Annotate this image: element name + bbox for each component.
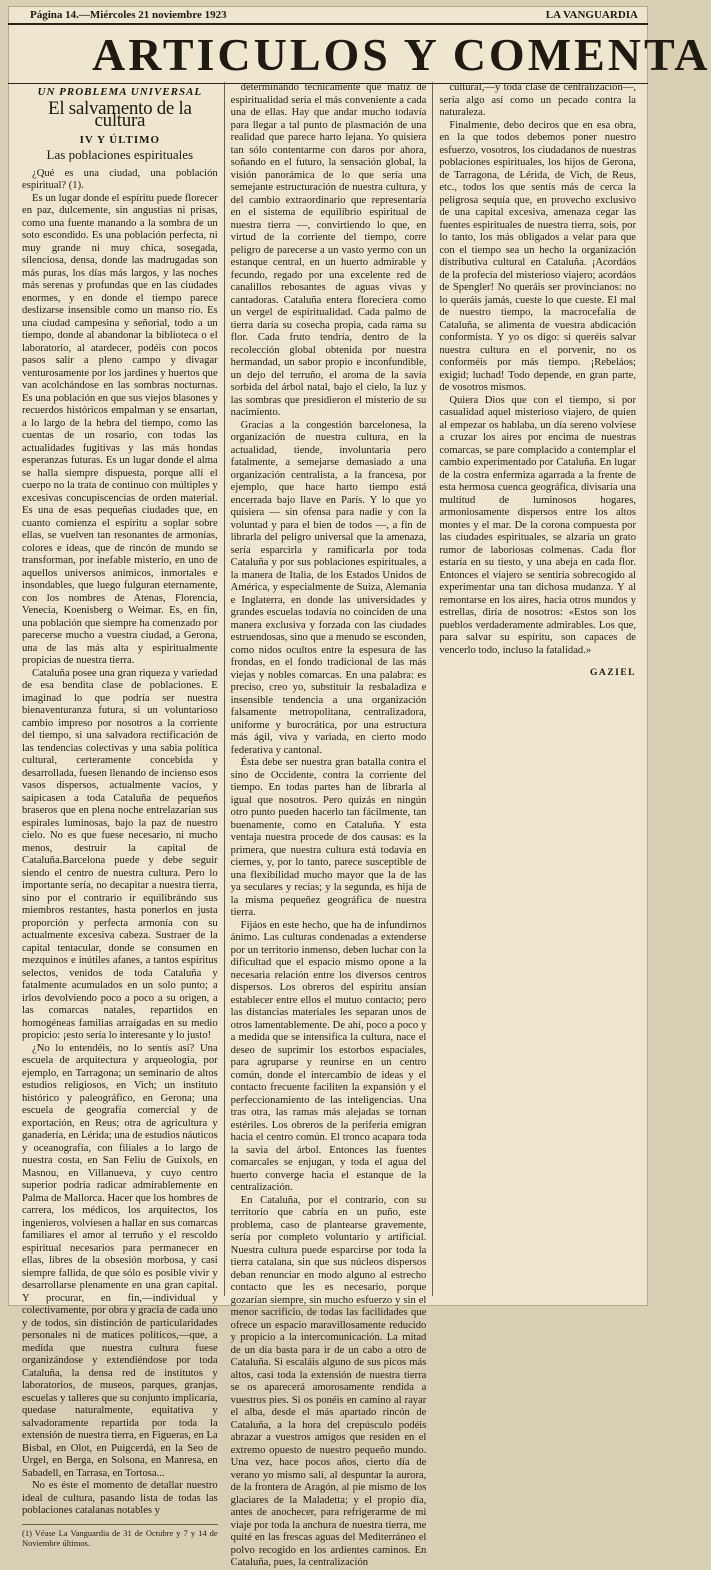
article-section: Las poblaciones espirituales <box>46 147 194 162</box>
article-columns <box>16 82 642 1568</box>
section-banner: ARTICULOS Y COMENTA <box>8 25 648 84</box>
paragraph: Fijáos en este hecho, que ha de infundirnos ánimo. Las culturas condenadas a extenderse por un territorio inmenso, deben luchar con la dificultad que el espacio mismo opone a la necesaria relación entre los diversos centros dispersos. Los obreros del espíritu ansían establecer entre ellos el mutuo contacto; pero las distancias materiales les separan unos de otros lamentablemente. De ahí, poco a poco y a medida que se intensifica la cultura, nace el deseo de suprimir los estorbos espaciales, para agruparse y reunirse en un centro común, donde el intercambio de ideas y el contacto frecuente faciliten la expansión y el perfeccionamiento de las inteligencias. Una tras otra, las ramas más alejadas se tornan estériles. Los obreros de la periferia emigran hacia el centro común. El tronco acapara toda la savia del árbol. Entonces las fuentes comarcales se enjugan, y toda el agua del huerto converge hacia el estanque de la centralización. <box>230 919 427 1193</box>
paragraph: Quiera Dios que con el tiempo, si por casualidad aquel misterioso viajero, de quien al empezar os hablaba, un día sereno volviese a cruzar los aires por encima de nuestras comarcas, se pare complacido a contemplar el cambio experimentado por Cataluña. En lugar de la costra enfermiza agarrada a la frente de esta hermosa cuenca geográfica, divisaría una multitud de luminosos hogares, armoniosamente dispersos entre los altos montes y el mar. De la corona compuesta por las ciudades espirituales, se alzaría un grato rumor de laboriosas colmenas. Cada flor estaría en su tiesto, y una abeja en cada flor. Entonces el viajero se sentiría sobrecogido al experimentar una tan dichosa mudanza. Y al remontarse en los aires, hacia otros mundos y estrellas, diría de nosotros: «Estos son los pueblos verdaderamente admirables. Los que, para salvar su espíritu, son capaces de vencerlo todo, incluso la fatalidad.» <box>439 394 636 656</box>
article-kicker: UN PROBLEMA UNIVERSAL <box>37 86 203 98</box>
column-1 <box>16 82 225 1548</box>
paragraph: cultural,—y toda clase de centralización—, sería algo así como un pecado contra la naturaleza. <box>439 82 636 118</box>
column-2 <box>225 82 434 1568</box>
paragraph: En Cataluña, por el contrario, con su territorio que cabría en un puño, este problema, caso de plantearse gravemente, sería por completo voluntario y artificial. Nuestra cultura puede esparcirse por toda la tierra catalana, sin que sus núcleos dispersos deban renunciar en modo alguno al estrecho contacto que les es necesario, porque gozarían siempre, sin mucho esfuerzo y sin el menor sacrificio, de todas las facilidades que ofrece un espacio maravillosamente reducido y propicio a la intercomunicación. La mitad de un día basta para ir de un cabo a otro de Cataluña. Si escaláis alguno de sus picos más altos, casi toda la extensión de nuestra tierra se os aparecerá amorosamente rendida a vuestros pies. Si os ponéis en camino al rayar el alba, desde el más apartado rincón de Cataluña, a la hora del crepúsculo podéis abrazar a vuestros amigos que residen en el extremo opuesto de nuestro pequeño mundo. Una vez, hace pocos años, cierto día de verano yo mismo salí, al despuntar la aurora, de la frontera de Aragón, al pie mismo de los glaciares de la Maladetta; y el propio día, antes de anochecer, para refrigerarme de mi viaje por toda la anchura de nuestra tierra, me quité en las frescas aguas del Mediterráneo el polvo recogido en los ardientes caminos. En Cataluña, pues, la centralización <box>230 1194 427 1568</box>
column-3 <box>433 82 642 1296</box>
paragraph: Ésta debe ser nuestra gran batalla contra el sino de Occidente, contra la corriente del tiempo. En todas partes han de librarla al igual que nosotros. Pero quizás en ningún otro punto pueden hacerlo tan fácilmente, tan buenamente, como en Cataluña. Y esta ventaja nuestra procede de dos causas: es la primera, que nuestra cultura está todavía en ciernes, y, por lo tanto, parece susceptible de una flexibilidad mucho mayor que la de las ya seculares y recias; y la segunda, es hija de la misma pequeñez geográfica de nuestra tierra. <box>230 757 427 918</box>
newspaper-name: LA VANGUARDIA <box>545 9 638 21</box>
article-title: El salvamento de la cultura <box>48 97 192 131</box>
newspaper-page <box>8 6 711 1568</box>
paragraph: ¿No lo entendéis, no lo sentís así? Una escuela de arquitectura y arqueología, por ejemplo, en Tarragona; un seminario de altos estudios religiosos, en Vich; un instituto histórico y paleográfico, en Gerona; una escuela de geografía comercial y de exportación, en Reus; otra de agricultura y ganadería, en Lérida; una de estudios náuticos y oceanografía, con filiales a lo largo de nuestra costa, en San Feliu de Guíxols, en Masnou, en Villanueva, y cuyo centro superior podría radicar admirablemente en Palma de Mallorca. Hacer que los hombres de carrera, los médicos, los arquitectos, los ingenieros, volviesen a hallar en sus comarcas familiares el amor al terruño y el rescoldo espiritual necesarios para permanecer en ellas, libres de la obsesión morbosa, y casi siempre fallida, de que sólo es posible vivir y desarrollarse plenamente en una gran capital. Y procurar, en fin,—individual y colectivamente, por obra y gracia de cada uno y de todos, sin distinción de particularidades personales ni de matices políticos,—que, a medida que nuestra cultura fuese organizándose y extendiéndose por toda Cataluña, la densa red de institutos y laboratorios, de museos, parques, granjas, escuelas y talleres que su conjunto implicaría, quedase naturalmente, equitativa y salvadoramente repartida por toda la extensión de nuestra tierra, en Figueras, en La Bisbal, en Olot, en Puigcerdá, en la Seo de Urgel, en Berga, en Solsona, en Manresa, en Sabadell, en Tarrasa, en Tortosa... <box>22 1042 218 1479</box>
paragraph: Cataluña posee una gran riqueza y variedad de esa bendita clase de poblaciones. E imaginad lo que podría ser nuestra bienaventuranza futura, si un voluntarioso cambio impreso por nosotros a la corriente del tiempo, si una salvadora rectificación de las tendencias colectivas y una sabia política cultural, certeramente concebida y desarrollada, fuesen llenando de incienso esos vasos dispersos, actualmente vacíos, y saipicasen a toda Cataluña de pequeños braseros que en plena noche entrelazarían sus espirales luminosas, bajo la paz de nuestro cielo. No es que fuese necesario, ni mucho menos, destruir la capital de Cataluña.Barcelona puede y debe seguir siendo el centro de nuestra cultura. Pero lo importante sería, no decapitar a nuestra tierra, sino por el contrario ir equilibrándo sus miembros restantes, hasta ponerlos en justa proporción y perfecta armonía con su actualmente excesiva cabeza. Sustraer de la capital tentacular, donde se consumen en mezquinos e inútiles afanes, a tantos espíritus selectos, venidos de toda Cataluña y fatalmente acumulados en un solo punto; a irlos devolviendo poco a poco a su origen, a las comarcas natales, repartidos en homogéneas familias arraigadas en su medio propicio: ¡esto sería lo interesante y lo justo! <box>22 667 218 1041</box>
footnote: (1) Véase La Vanguardia de 31 de Octubre y 7 y 14 de Noviembre últimos. <box>22 1524 218 1548</box>
article-part: IV Y ÚLTIMO <box>79 133 161 146</box>
page-info: Página 14.—Miércoles 21 noviembre 1923 <box>30 9 227 21</box>
page-header <box>8 6 648 25</box>
paragraph: Finalmente, debo deciros que en esa obra, en la que todos debemos poner nuestro esfuerzo, vosotros, los ciudadanos de nuestras poblaciones espirituales, los hijos de Gerona, de Tarragona, de Lérida, de Vich, de Reus, etc., todos los que sentís más de cerca la peligrosa sequía que, en provecho exclusivo de una capital excesiva, amenaza cegar las fuentes espirituales de nuestra tierra, sois, por lo tanto, los más obligados a velar para que con el tiempo sea un hecho la organización distributiva cultural en Cataluña. ¡Acordáos de la profecía del misterioso viajero; acordáos de Spengler! No queráis ser provincianos: no lo queráis jamás, cueste lo que cueste. El mal de nuestro tiempo, la macrocefalia de Cataluña, se alimenta de vuestra abdicación conformista. Y yo os digo: si queréis salvar nuestra cultura en el porvenir, no os conforméis por más tiempo. ¡Rebeláos; exigid; luchad! Todo depende, en gran parte, de vosotros mismos. <box>439 119 636 393</box>
paragraph: Gracias a la congestión barcelonesa, la organización de nuestra cultura, en la actualidad, tiende, involuntaria pero fatalmente, a semejarse demasiado a una organización centralista, a la francesa, por ejemplo, que hace harto tiempo está encerrada bajo llave en París. Y lo que yo quisiera — sin ofensa para nadie y con la voluntad y para el bien de todos —, a fin de librarla del peligro universal que la amenaza, sería esparcirla y ramificarla por toda Cataluña y por sus poblaciones espirituales, a la manera de Italia, de los Estados Unidos de América, y especialmente de Suiza, Alemania e Inglaterra, en donde las universidades y grandes escuelas todavía no coinciden de una manera exclusiva y forzada con las ciudades estruendosas, sino que a menudo se esconden, como nidos ocultos entre la espesura de las frondas, en el fondo tradicional de las más viejas y nobles comarcas. En una palabra: es preciso, creo yo, substituir la resbaladiza e insensible tendencia a una organización falsamente metropolitana, centralizadora, uniforme y burocrática, por una estructura más ágil, viva y variada, en cierto modo federativa y cantonal. <box>230 419 427 756</box>
paragraph: No es éste el momento de detallar nuestro ideal de cultura, pasando lista de todas las poblaciones catalanas notables y <box>22 1480 218 1516</box>
author-signature: GAZIEL <box>590 668 636 678</box>
paragraph: Es un lugar donde el espíritu puede florecer en paz, dulcemente, sin angustias ni prisas, como una fuente manando a la sombra de un soto escondido. Es una población perfecta, ni muy grande ni muy chica, sosegada, silenciosa, densa, donde las madrugadas son más puras, los días más largos, y las noches más serenas y profundas que en las ciudades enormes, y en donde el tiempo parece deslizarse insensible como un manso río. Es una ciudad campesina y señorial, todo a un tiempo, donde al abandonar la biblioteca o el laboratorio, al atardecer, podéis con pocos pasos salir a pleno campo y divagar venturosamente por los jardines y huertos que van acolchándose en las sombras nocturnas. Es una población en que sus viejos blasones y recuerdos históricos empalman y se ensartan, a lo largo de la hebra del tiempo, como las cuentas de un rosario, con todas las actualidades fugitivas y las más hondas esperanzas futuras. Es un lugar donde el alma se halla siempre dispuesta, porque allí el cuerpo no la trata de continuo con múltiples y excesivas concupiscencias de orden material. Es una de esas pequeñas ciudades que, en cuanto comienza el espíritu a soplar sobre ellas, se vuelven tan resonantes de armonías, colores e ideas, que de rincón de mundo se transforman, por inefable misterio, en uno de aquellos universos anímicos, inmortales e insondables, que luego fulguran eternamente, con los nombres de Atenas, Florencia, Venecia, Koenisberg o Weimar. Es, en fin, una población que siempre ha comenzado por parecerse mucho a vuestra ciudad, a Gerona, una de las más alta y espiritualmente propicias de nuestra tierra. <box>22 192 218 666</box>
paragraph: ¿Qué es una ciudad, una población espiritual? (1). <box>22 167 218 191</box>
paragraph: determinando técnicamente qué matiz de espiritualidad sería el más conveniente a cada una de ellas. Hay que andar mucho todavía para llegar a tal punto de plasmación de una realidad que parece harto lejana. Yo quisiera tan sólo contentarme con daros por ahora, soñando en el futuro, la sensación global, la visión panorámica de lo que sería una semejante estructuración de nuestra cultura, y del cambio extraordinario que representaría en el sistema de equilibrio espiritual de nuestra tierra —, convirtiendo lo que, en virtud de la corriente del tiempo, corre peligro de parecerse a un vasto yermo con un estanque central, en un huerto admirable y fecundo, regado por una excelente red de canalillos rebosantes de aguas vivas y cantadoras. Cataluña entera floreciera como un vergel de espiritualidad. Cada palmo de tierra daría su cosecha propia, cada rama su flor. Cada fruto tendría, dentro de la recolección global obtenida por nuestra hermandad, un sabor propio e inconfundible, un dejo del terruño, el aroma de la savia sorbida del árbol natal, bajo el cielo, la luz y las sombras que presidieron el misterio de su nacimiento. <box>230 82 427 418</box>
